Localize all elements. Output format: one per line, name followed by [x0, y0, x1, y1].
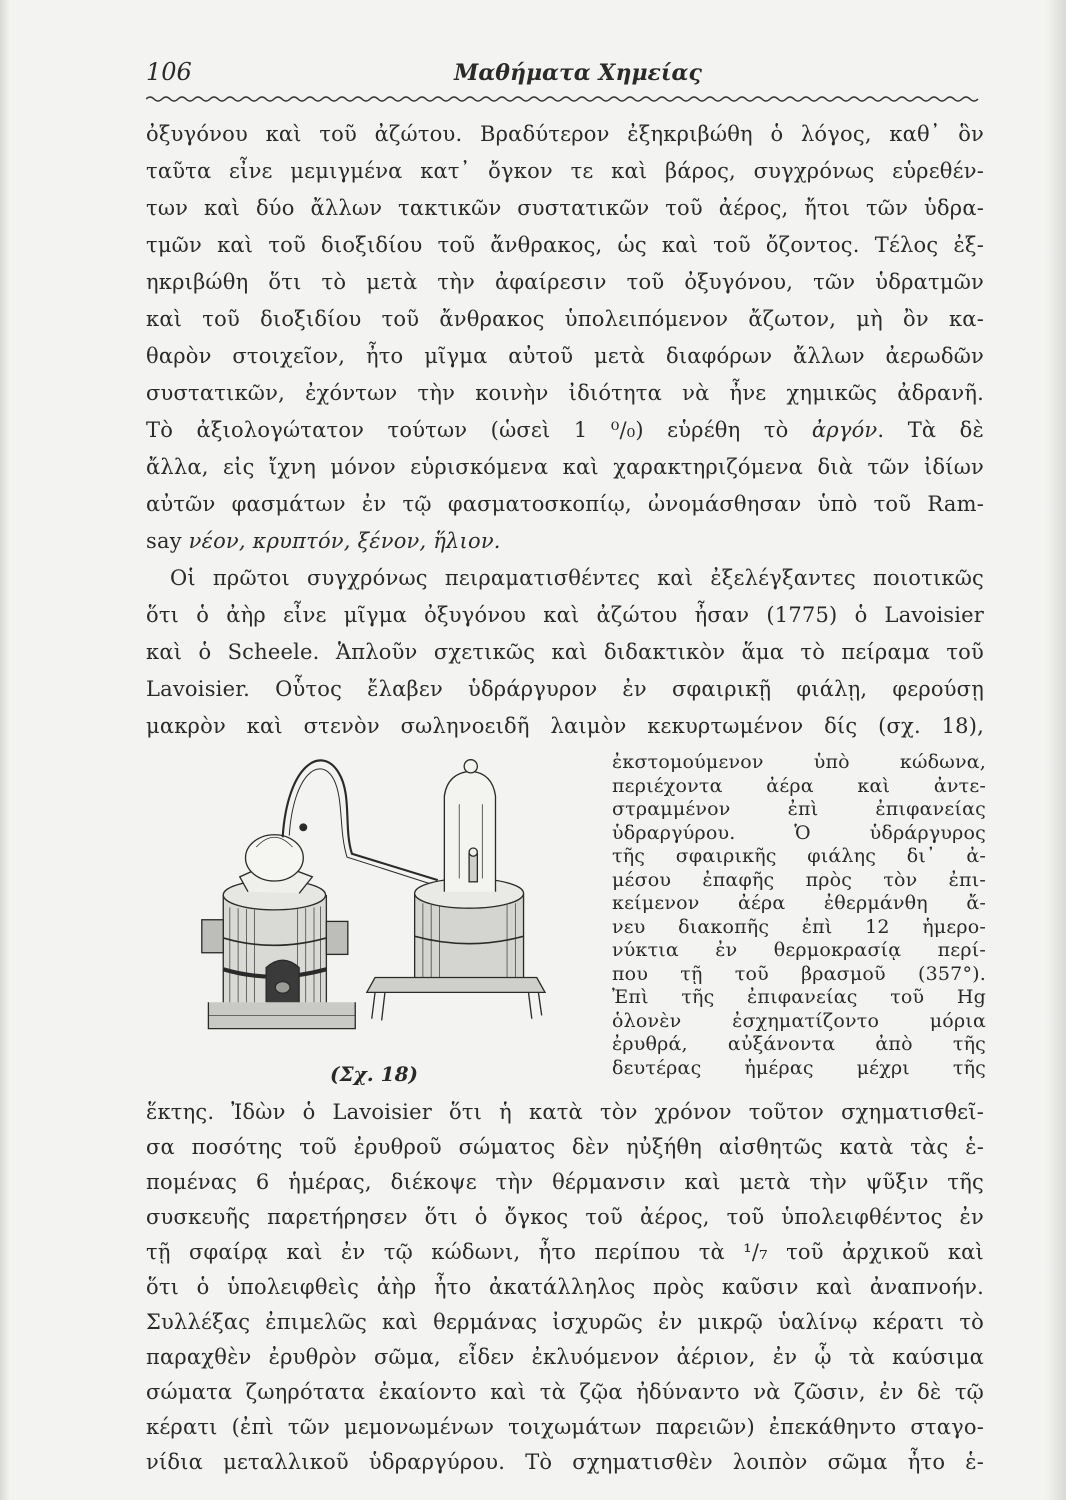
column-text-line: περιέχοντα ἀέρα καὶ ἀντε- [612, 774, 986, 797]
text-line: κέρατι (ἐπὶ τῶν μεμονωμένων τοιχωμάτων παρειῶν) ἐπεκάθηντο σταγο- [146, 1415, 984, 1439]
page-header [146, 58, 986, 92]
text-line: των καὶ δύο ἄλλων τακτικῶν συστατικῶν τοῦ ἀέρος, ἤτοι τῶν ὑδρα- [146, 196, 984, 220]
text-line: ταῦτα εἶνε μεμιγμένα κατ᾽ ὄγκον τε καὶ βάρος, συγχρόνως εὑρεθέν- [146, 159, 984, 183]
text-line: ηκριβώθη ὅτι τὸ μετὰ τὴν ἀφαίρεσιν τοῦ ὀξυγόνου, τῶν ὑδρατμῶν [146, 270, 984, 294]
text-line: Συλλέξας ἐπιμελῶς καὶ θερμάνας ἰσχυρῶς ἐν μικρῷ ὑαλίνῳ κέρατι τὸ [146, 1310, 984, 1334]
figure-caption: (Σχ. 18) [330, 1062, 418, 1086]
column-text-line: νύκτια ἐν θερμοκρασίᾳ περί- [612, 939, 986, 961]
text-line: τμῶν καὶ τοῦ διοξιδίου τοῦ ἄνθρακος, ὡς καὶ τοῦ ὄζοντος. Τέλος ἐξ- [146, 233, 984, 257]
text-line: νίδια μεταλλικοῦ ὑδραργύρου. Τὸ σχηματισθὲν λοιπὸν σῶμα ἦτο ἑ- [146, 1450, 984, 1474]
page-edge-left [0, 0, 10, 1500]
text-line: Οἱ πρῶτοι συγχρόνως πειραματισθέντες καὶ ἐξελέγξαντες ποιοτικῶς [170, 566, 984, 590]
text-line [146, 529, 984, 553]
column-text-line: ἐρυθρά, αὐξάνοντα ἀπὸ τῆς [612, 1033, 986, 1055]
column-text-line: μέσου ἐπαφῆς πρὸς τὸν ἐπι- [612, 868, 986, 891]
text-line: Lavoisier. Οὗτος ἔλαβεν ὑδράργυρον ἐν σφαιρικῇ φιάλῃ, φερούσῃ [146, 677, 984, 701]
running-title: Μαθήματα Χημείας [454, 60, 702, 86]
header-rule [146, 94, 982, 104]
page-edge-right [1046, 0, 1066, 1500]
text-line: ἕκτης. Ἰδὼν ὁ Lavoisier ὅτι ἡ κατὰ τὸν χρόνον τοῦτον σχηματισθεῖ- [146, 1100, 984, 1124]
text-line: συσκευῆς παρετήρησεν ὅτι ὁ ὄγκος τοῦ ἀέρος, τοῦ ὑπολειφθέντος ἐν [146, 1205, 984, 1229]
text-line: καὶ τοῦ διοξιδίου τοῦ ἄνθρακος ὑπολειπόμενον ἄζωτον, μὴ ὂν κα- [146, 307, 984, 331]
text-line: πομένας 6 ἡμέρας, διέκοψε τὴν θέρμανσιν καὶ μετὰ τὴν ψῦξιν τῆς [146, 1170, 984, 1194]
text-line: ὅτι ὁ ἀὴρ εἶνε μῖγμα ὀξυγόνου καὶ ἀζώτου ἦσαν (1775) ὁ Lavoisier [146, 603, 984, 627]
text-line: συστατικῶν, ἐχόντων τὴν κοινὴν ἰδιότητα νὰ ἦνε χημικῶς ἀδρανῆ. [146, 381, 984, 405]
text-line: σώματα ζωηρότατα ἐκαίοντο καὶ τὰ ζῷα ἠδύναντο νὰ ζῶσιν, ἐν δὲ τῷ [146, 1380, 984, 1404]
column-text-line: δευτέρας ἡμέρας μέχρι τῆς [612, 1056, 986, 1079]
text-line [146, 418, 984, 442]
italic-term: ἀργόν [811, 418, 878, 442]
text-line: μακρὸν καὶ στενὸν σωληνοειδῆ λαιμὸν κεκυρτωμένον δίς (σχ. 18), [146, 714, 984, 738]
column-text-line: τῆς σφαιρικῆς φιάλης δι᾽ ἀ- [612, 845, 986, 867]
text-line: θαρὸν στοιχεῖον, ἦτο μῖγμα αὐτοῦ μετὰ διαφόρων ἄλλων ἀερωδῶν [146, 344, 984, 368]
text-line: καὶ ὁ Scheele. Ἁπλοῦν σχετικῶς καὶ διδακτικὸν ἅμα τὸ πείραμα τοῦ [146, 640, 984, 664]
lavoisier-apparatus-illustration [150, 730, 610, 1060]
text-line: αὐτῶν φασμάτων ἐν τῷ φασματοσκοπίῳ, ὠνομάσθησαν ὑπὸ τοῦ Ram- [146, 492, 984, 516]
column-text-line: νευ διακοπῆς ἐπὶ 12 ἡμερο- [612, 915, 986, 938]
column-text-line: ἐκστομούμενον ὑπὸ κώδωνα, [612, 751, 986, 773]
column-text-line: ὁλονὲν ἐσχηματίζοντο μόρια [612, 1009, 986, 1032]
text-span: . Τὰ δὲ [877, 418, 984, 442]
text-line: ὅτι ὁ ὑπολειφθεὶς ἀὴρ ἦτο ἀκατάλληλος πρὸς καῦσιν καὶ ἀναπνοήν. [146, 1275, 984, 1299]
text-span: Τὸ ἀξιολογώτατον τούτων (ὡσεὶ 1 ⁰/₀) εὑρέθη τὸ [146, 418, 812, 442]
text-line: ὀξυγόνου καὶ τοῦ ἀζώτου. Βραδύτερον ἐξηκριβώθη ὁ λόγος, καθ᾽ ὃν [146, 122, 984, 146]
column-text-line: κείμενον ἀέρα ἐθερμάνθη ἄ- [612, 892, 986, 914]
text-line: τῇ σφαίρᾳ καὶ ἐν τῷ κώδωνι, ἦτο περίπου τὰ ¹/₇ τοῦ ἀρχικοῦ καὶ [146, 1240, 984, 1264]
text-line: σα ποσότης τοῦ ἐρυθροῦ σώματος δὲν ηὐξήθη αἰσθητῶς κατὰ τὰς ἑ- [146, 1135, 984, 1159]
text-line: ἄλλα, εἰς ἴχνη μόνον εὑρισκόμενα καὶ χαρακτηριζόμενα διὰ τῶν ἰδίων [146, 455, 984, 479]
column-text-line: στραμμένον ἐπὶ ἐπιφανείας [612, 798, 986, 820]
text-line: παραχθὲν ἐρυθρὸν σῶμα, εἶδεν ἐκλυόμενον ἀέριον, ἐν ᾧ τὰ καύσιμα [146, 1345, 984, 1369]
page-number: 106 [146, 58, 192, 86]
italic-term: νέον, κρυπτόν, ξένον, ἥλιον. [188, 529, 501, 553]
column-text-line: Ἐπὶ τῆς ἐπιφανείας τοῦ Hg [612, 986, 986, 1008]
column-text-line: ὑδραργύρου. Ὁ ὑδράργυρος [612, 821, 986, 844]
column-text-line: που τῇ τοῦ βρασμοῦ (357°). [612, 962, 986, 985]
text-span: say [146, 529, 189, 553]
